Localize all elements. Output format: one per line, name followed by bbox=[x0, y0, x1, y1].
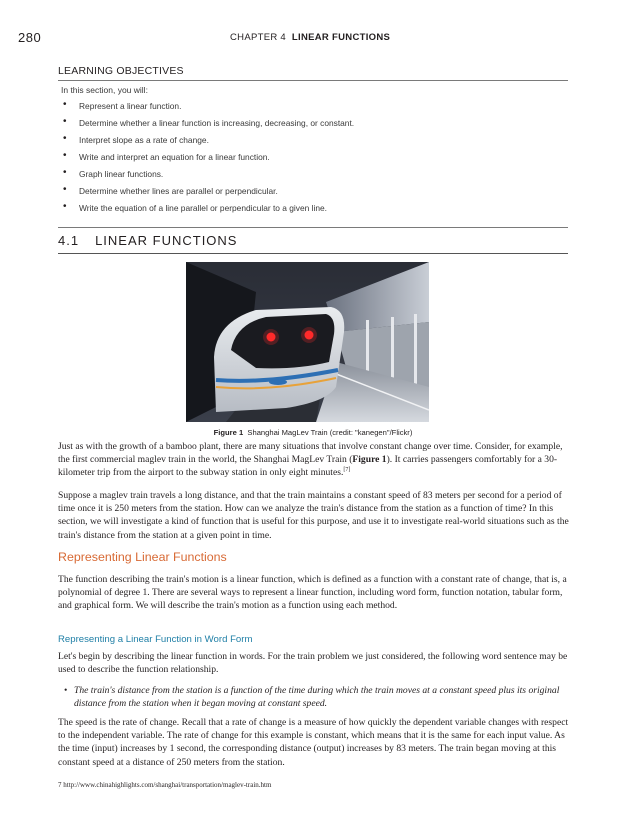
maglev-train-photo bbox=[186, 262, 429, 422]
paragraph-word-form: Let's begin by describing the linear function in words. For the train problem we just considered, the following word sentence may be used to describe the function relationship. bbox=[58, 651, 568, 676]
section-rule bbox=[58, 253, 568, 254]
paragraph-maglev-problem: Suppose a maglev train travels a long distance, and that the train maintains a constant speed of 83 meters per second for a period of time once it is 250 meters from the station. How can we analyze the train's distance from the station as a function of time? In this section, we will investigate a kind of function that is useful for this purpose, and use it to investigate real-world situations such as the train's distance from the station at a given point in time. bbox=[58, 490, 569, 541]
running-head bbox=[230, 32, 390, 43]
paragraph-intro-text-a: Just as with the growth of a bamboo plant, there are many situations that involve constant change over time. Consider, for example, the first commercial maglev train in the world, the Shanghai MagLev Train ( bbox=[58, 441, 563, 466]
objective-item: • Write the equation of a line parallel or perpendicular to a given line. bbox=[61, 202, 354, 219]
paragraph-linear-definition: The function describing the train's motion is a linear function, which is defined as a function with a constant rate of change, that is, a polynomial of degree 1. There are several ways to represent a linear function, including word form, function notation, tabular form, and graphical form. We will describe the train's motion as a function using each method. bbox=[58, 574, 567, 612]
figure-caption-text: Shanghai MagLev Train (credit: "kanegen"/Flickr) bbox=[247, 428, 413, 437]
objectives-top-rule bbox=[58, 80, 568, 81]
paragraph-intro bbox=[58, 440, 570, 480]
objective-item: • Graph linear functions. bbox=[61, 168, 354, 185]
objective-item: • Determine whether a linear function is increasing, decreasing, or constant. bbox=[61, 117, 354, 134]
section-name: LINEAR FUNCTIONS bbox=[95, 233, 238, 248]
objective-item: • Write and interpret an equation for a linear function. bbox=[61, 151, 354, 168]
word-sentence-bullet bbox=[64, 684, 570, 710]
section-number: 4.1 bbox=[58, 233, 80, 248]
figure-label: Figure 1 bbox=[213, 428, 244, 437]
objectives-intro: In this section, you will: bbox=[61, 85, 148, 95]
heading-word-form: Representing a Linear Function in Word Form bbox=[58, 634, 253, 645]
bullet-dot: • bbox=[64, 685, 68, 696]
objective-item: • Interpret slope as a rate of change. bbox=[61, 134, 354, 151]
objectives-bottom-rule bbox=[58, 227, 568, 228]
objective-item: • Determine whether lines are parallel or perpendicular. bbox=[61, 185, 354, 202]
objectives-title: LEARNING OBJECTIVES bbox=[58, 65, 184, 77]
paragraph-rate-of-change: The speed is the rate of change. Recall that a rate of change is a measure of how quickly the dependent variable changes with respect to the independent variable. The rate of change for this example is constant, which means that it is the same for each input value. As the time (input) increases by 1 second, the corresponding distance (output) increases by 83 meters. The train began moving at this constant speed at a distance of 250 meters from the station. bbox=[58, 717, 569, 768]
maglev-train-illustration bbox=[186, 262, 429, 422]
footnote-marker[interactable]: [7] bbox=[343, 467, 351, 474]
word-sentence-text: The train's distance from the station is a function of the time during which the train moves at a constant speed plus its original distance from the station when it began moving at constant speed. bbox=[74, 685, 560, 710]
chapter-title: LINEAR FUNCTIONS bbox=[291, 32, 391, 43]
page-number: 280 bbox=[18, 30, 42, 45]
heading-representing-linear-functions: Representing Linear Functions bbox=[58, 550, 227, 564]
figure-reference-link[interactable]: Figure 1 bbox=[352, 454, 387, 466]
objective-item: • Represent a linear function. bbox=[61, 100, 354, 117]
objectives-list bbox=[61, 100, 354, 219]
footnote: 7 http://www.chinahighlights.com/shanghai/transportation/maglev-train.htm bbox=[58, 781, 272, 789]
chapter-prefix: CHAPTER 4 bbox=[230, 32, 287, 43]
section-title bbox=[58, 233, 237, 248]
paragraph-intro-text-b: ). It carries passengers comfortably for a 30-kilometer trip from the airport to the subway station in only eight minutes. bbox=[58, 454, 558, 479]
figure-caption bbox=[58, 428, 568, 437]
